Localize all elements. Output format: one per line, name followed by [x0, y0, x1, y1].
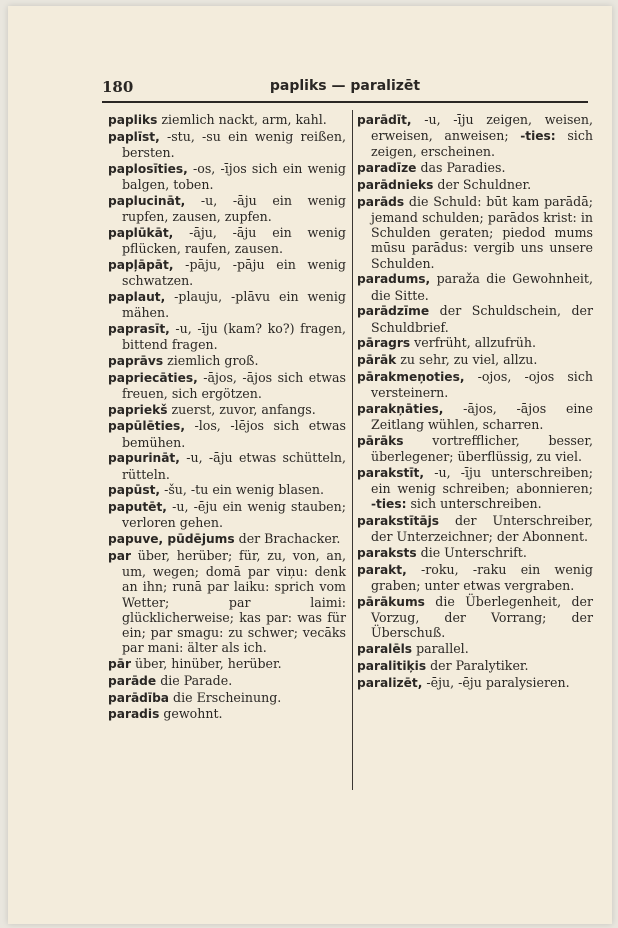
definition: -plauju, -plāvu ein wenig mähen.	[122, 288, 346, 320]
dictionary-entry	[108, 418, 346, 449]
headword: paplosīties,	[108, 161, 188, 176]
definition: -u, -āju ein wenig rupfen, zausen, zupfen.	[122, 192, 346, 224]
dictionary-entry	[108, 112, 346, 128]
dictionary-entry	[357, 112, 593, 160]
definition: -stu, -su ein wenig reißen, bersten.	[122, 128, 346, 160]
headword: paraksts	[357, 546, 417, 561]
headword: paputēt,	[108, 500, 167, 515]
definition: der Paralytiker.	[426, 658, 529, 673]
definition: verfrüht, allzufrüh.	[410, 335, 536, 351]
headword: pārakmeņoties,	[357, 370, 465, 384]
definition: der Schuldschein, der Schuldbrief.	[371, 303, 593, 335]
definition: -os, -ījos sich ein wenig balgen, toben.	[122, 160, 346, 192]
headword: parādīt,	[357, 113, 412, 127]
headword: paralitiķis	[357, 659, 427, 673]
dictionary-entry	[108, 129, 346, 160]
headword: papuve, pūdējums	[108, 532, 235, 547]
dictionary-entry	[108, 673, 346, 689]
definition: parallel.	[412, 641, 469, 657]
definition: -šu, -tu ein wenig blasen.	[160, 482, 324, 498]
definition: -pāju, -pāju ein wenig schwatzen.	[122, 256, 346, 288]
definition: die Parade.	[156, 672, 233, 688]
headword: parakņāties,	[357, 402, 444, 416]
headword: pārākums	[357, 595, 425, 609]
header-rule	[102, 101, 588, 103]
reflexive-form: -ties:	[520, 129, 556, 144]
definition: gewohnt.	[159, 706, 223, 722]
dictionary-entry	[357, 303, 593, 334]
definition: die Unterschrift.	[416, 545, 527, 561]
headword: paradums,	[357, 272, 431, 287]
headword: paralizēt,	[357, 675, 423, 690]
headword: papurināt,	[108, 451, 180, 466]
definition: die Schuld: būt kam parādā; jemand schulden; parādos krist: in Schulden geraten; piedod mums mūsu parādus: vergib uns unsere Schulden.	[371, 193, 593, 271]
dictionary-entry	[108, 706, 346, 722]
dictionary-entry	[108, 548, 346, 655]
dictionary-entry	[357, 335, 593, 351]
headword: papriekš	[108, 402, 168, 417]
definition: zuerst, zuvor, anfangs.	[167, 401, 316, 417]
headword: parādība	[108, 690, 170, 705]
definition: über, hinüber, herüber.	[130, 656, 282, 671]
dictionary-entry	[108, 161, 346, 192]
headword: parāde	[108, 673, 157, 688]
dictionary-entry	[108, 656, 346, 672]
headword: papliks	[108, 113, 158, 127]
headword: parakstītājs	[357, 514, 440, 529]
dictionary-entry	[357, 465, 593, 513]
definition: der Unterschreiber, der Unterzeichner; der Abonnent.	[371, 513, 593, 545]
definition: paraža die Gewohnheit, die Sitte.	[371, 271, 593, 303]
left-column	[108, 112, 346, 723]
right-column	[357, 112, 593, 692]
headword: papriecāties,	[108, 370, 198, 385]
dictionary-entry	[108, 450, 346, 481]
column-divider	[352, 110, 353, 790]
headword: papļāpāt,	[108, 257, 174, 272]
dictionary-entry	[357, 545, 593, 561]
definition: -ēju, -ēju paralysieren.	[422, 674, 570, 690]
definition: vortrefflicher, besser, überlegener; überflüssig, zu viel.	[371, 433, 593, 465]
definition-continued: sich zeigen, erscheinen.	[371, 128, 593, 160]
dictionary-entry	[108, 690, 346, 706]
headword: parādnieks	[357, 178, 434, 192]
dictionary-entry	[108, 531, 346, 547]
definition: zu sehr, zu viel, allzu.	[396, 352, 538, 368]
dictionary-entry	[357, 562, 593, 593]
headword: pāragrs	[357, 336, 411, 351]
dictionary-entry	[108, 353, 346, 369]
dictionary-entry	[357, 160, 593, 176]
dictionary-entry	[108, 289, 346, 320]
dictionary-entry	[357, 352, 593, 368]
definition: -u, -īju unterschreiben; ein wenig schreiben; abonnieren;	[371, 465, 593, 497]
headword: paplaut,	[108, 289, 166, 304]
definition: -u, -āju etwas schütteln, rütteln.	[122, 450, 346, 482]
headword: paralēls	[357, 642, 413, 657]
definition: das Paradies.	[416, 160, 506, 176]
running-head: papliks — paralizēt	[269, 78, 421, 94]
definition: -roku, -raku ein wenig graben; unter etwas vergraben.	[371, 562, 593, 594]
dictionary-entry	[108, 499, 346, 530]
dictionary-entry	[357, 271, 593, 302]
headword: paprāvs	[108, 353, 164, 368]
headword: papūlēties,	[108, 419, 185, 434]
dictionary-entry	[357, 513, 593, 544]
headword: paradīze	[357, 161, 417, 176]
definition: -ājos, -ājos eine Zeitlang wühlen, scharren.	[371, 401, 593, 433]
dictionary-entry	[357, 675, 593, 691]
definition: -u, -ēju ein wenig stauben; verloren gehen.	[122, 499, 346, 531]
definition: -āju, -āju ein wenig pflücken, raufen, zausen.	[122, 224, 346, 256]
headword: paprasīt,	[108, 321, 170, 336]
dictionary-entry	[357, 401, 593, 432]
headword: parakstīt,	[357, 466, 425, 480]
headword: paradis	[108, 707, 160, 722]
headword: parāds	[357, 194, 405, 209]
dictionary-entry	[357, 594, 593, 641]
definition: ziemlich groß.	[163, 352, 259, 368]
headword: paplucināt,	[108, 193, 186, 208]
definition: der Brachacker.	[234, 531, 341, 547]
dictionary-entry	[108, 370, 346, 401]
page-header	[102, 78, 588, 98]
definition: -u, -īju zeigen, weisen, erweisen, anweisen;	[371, 112, 593, 144]
dictionary-entry	[108, 193, 346, 224]
dictionary-entry	[357, 658, 593, 674]
definition: über, herüber; für, zu, von, an, um, wegen; domā par viņu: denk an ihn; runā par laiku: sprich vom Wetter; par laimi: glücklicherweise; kas par: was für ein; par smagu: zu schwer; vecāks par mani: älter als ich.	[122, 547, 346, 656]
dictionary-entry	[108, 482, 346, 498]
definition-continued: sich unterschreiben.	[406, 496, 542, 512]
definition: die Überlegenheit, der Vorzug, der Vorrang; der Überschuß.	[371, 594, 593, 641]
dictionary-entry	[357, 194, 593, 271]
headword: parakt,	[357, 563, 407, 577]
dictionary-entry	[108, 321, 346, 352]
definition: -ojos, -ojos sich versteinern.	[371, 369, 593, 401]
headword: papūst,	[108, 483, 161, 498]
definition: -ājos, -ājos sich etwas freuen, sich ergötzen.	[122, 369, 346, 401]
dictionary-entry	[108, 225, 346, 256]
definition: -los, -lējos sich etwas bemühen.	[122, 418, 346, 450]
headword: paplīst,	[108, 129, 160, 144]
page-number: 180	[102, 78, 134, 96]
dictionary-entry	[357, 369, 593, 400]
dictionary-entry	[357, 177, 593, 193]
definition: die Erscheinung.	[169, 689, 282, 705]
definition: -u, -īju (kam? ko?) fragen, bittend fragen.	[122, 320, 346, 352]
reflexive-form: -ties:	[371, 497, 407, 512]
definition: ziemlich nackt, arm, kahl.	[157, 112, 327, 127]
headword: parādzīme	[357, 304, 430, 319]
headword: pār	[108, 657, 131, 671]
headword: paplūkāt,	[108, 225, 174, 240]
headword: pārāks	[357, 434, 404, 448]
dictionary-entry	[357, 641, 593, 657]
headword: par	[108, 548, 131, 563]
definition: der Schuldner.	[433, 177, 532, 192]
dictionary-entry	[357, 433, 593, 464]
dictionary-entry	[108, 402, 346, 418]
dictionary-entry	[108, 257, 346, 288]
headword: pārāk	[357, 353, 397, 368]
